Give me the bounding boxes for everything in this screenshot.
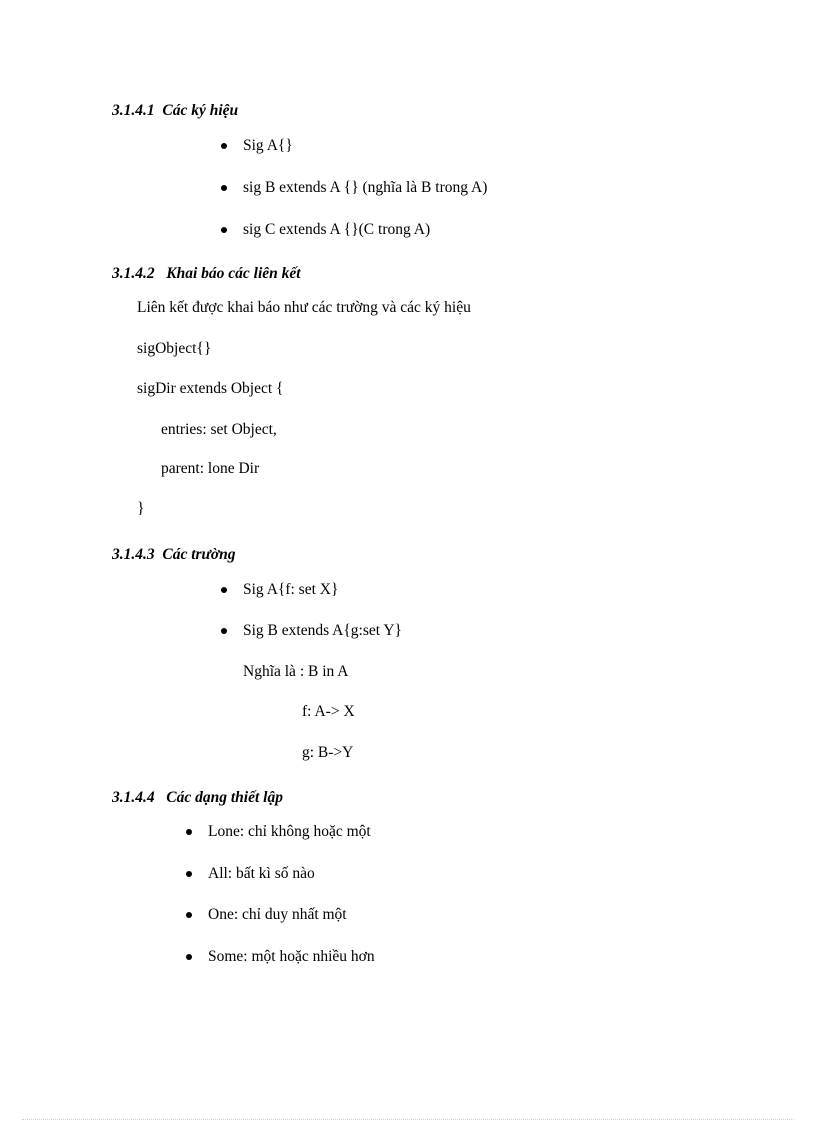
bullet-dot xyxy=(186,829,192,835)
code-line: sigObject{} xyxy=(137,340,212,357)
section-heading-3-1-4-1 xyxy=(112,101,238,121)
section-title: Các ký hiệu xyxy=(162,102,239,119)
code-line: } xyxy=(137,500,145,517)
list-item: One: chỉ duy nhất một xyxy=(208,906,347,923)
bullet-dot xyxy=(186,954,192,960)
code-line: parent: lone Dir xyxy=(161,460,260,477)
list-item: Lone: chỉ không hoặc một xyxy=(208,823,371,840)
section-heading-3-1-4-4 xyxy=(112,788,283,808)
section-number: 3.1.4.4 xyxy=(112,789,155,806)
section-number: 3.1.4.3 xyxy=(112,546,155,563)
section-title: Các dạng thiết lập xyxy=(166,789,283,806)
bullet-dot xyxy=(221,143,227,149)
list-item: Some: một hoặc nhiều hơn xyxy=(208,948,375,965)
code-line: sigDir extends Object { xyxy=(137,380,284,397)
list-item: All: bất kì số nào xyxy=(208,865,315,882)
section-title: Khai báo các liên kết xyxy=(166,265,301,282)
section-heading-3-1-4-3 xyxy=(112,545,236,565)
list-item: sig C extends A {}(C trong A) xyxy=(243,221,431,238)
section-title: Các trường xyxy=(162,546,236,563)
bullet-dot xyxy=(221,227,227,233)
section-heading-3-1-4-2 xyxy=(112,264,301,284)
section-number: 3.1.4.1 xyxy=(112,102,155,119)
list-item: Sig A{} xyxy=(243,137,293,154)
bullet-dot xyxy=(186,912,192,918)
paragraph-line: f: A-> X xyxy=(302,703,355,720)
bullet-dot xyxy=(186,871,192,877)
bullet-dot xyxy=(221,628,227,634)
page-bottom-divider xyxy=(22,1119,794,1120)
paragraph-line: Nghĩa là : B in A xyxy=(243,663,349,680)
code-line: entries: set Object, xyxy=(161,421,277,438)
list-item: sig B extends A {} (nghĩa là B trong A) xyxy=(243,179,488,196)
bullet-dot xyxy=(221,587,227,593)
paragraph-line: g: B->Y xyxy=(302,744,354,761)
list-item: Sig A{f: set X} xyxy=(243,581,339,598)
paragraph-line: Liên kết được khai báo như các trường và các ký hiệu xyxy=(137,299,471,316)
list-item: Sig B extends A{g:set Y} xyxy=(243,622,402,639)
section-number: 3.1.4.2 xyxy=(112,265,155,282)
bullet-dot xyxy=(221,185,227,191)
